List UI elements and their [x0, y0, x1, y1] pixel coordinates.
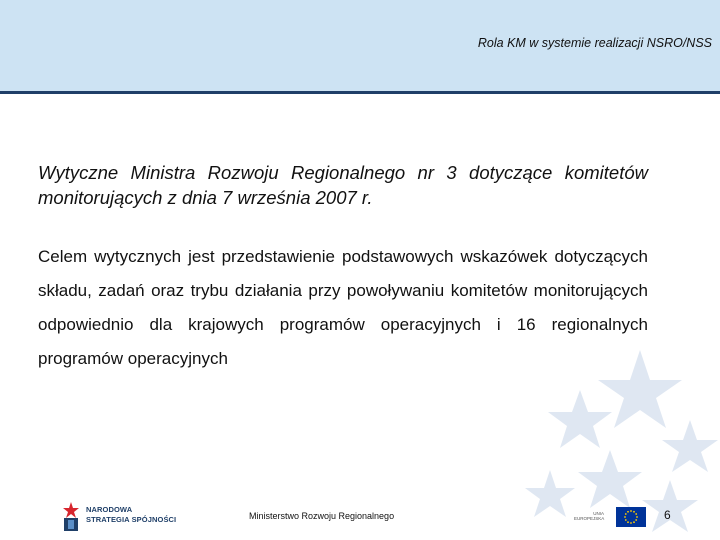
eu-flag-icon: [616, 507, 646, 527]
eu-logo-line2: EUROPEJSKA: [574, 516, 605, 521]
nss-logo-line2: STRATEGIA SPÓJNOŚCI: [86, 515, 177, 524]
eu-logo-text: [574, 511, 604, 521]
presentation-title: Rola KM w systemie realizacji NSRO/NSS: [477, 36, 712, 50]
header-divider: [0, 91, 720, 94]
slide-title: Wytyczne Ministra Rozwoju Regionalnego nr 3 dotyczące komitetów monitorujących z dnia 7 września 2007 r.: [38, 162, 648, 208]
footer-ministry-name: Ministerstwo Rozwoju Regionalnego: [249, 511, 395, 521]
nss-emblem-icon: [62, 500, 80, 532]
nss-logo-line1: NARODOWA: [86, 505, 133, 514]
nss-logo-text: [86, 505, 176, 525]
european-union-logo: [574, 506, 646, 528]
narodowa-strategia-spojnosci-logo: [62, 500, 182, 536]
header-band: [0, 0, 720, 91]
page-number: 6: [664, 508, 671, 522]
eu-logo-line1: UNIA: [593, 511, 604, 516]
slide-body-text: Celem wytycznych jest przedstawienie podstawowych wskazówek dotyczących składu, zadań oraz trybu działania przy powoływaniu komitetów monitorujących odpowiednio dla krajowych programów operacyjnych i 16 regionalnych programów operacyjnych: [38, 247, 648, 368]
